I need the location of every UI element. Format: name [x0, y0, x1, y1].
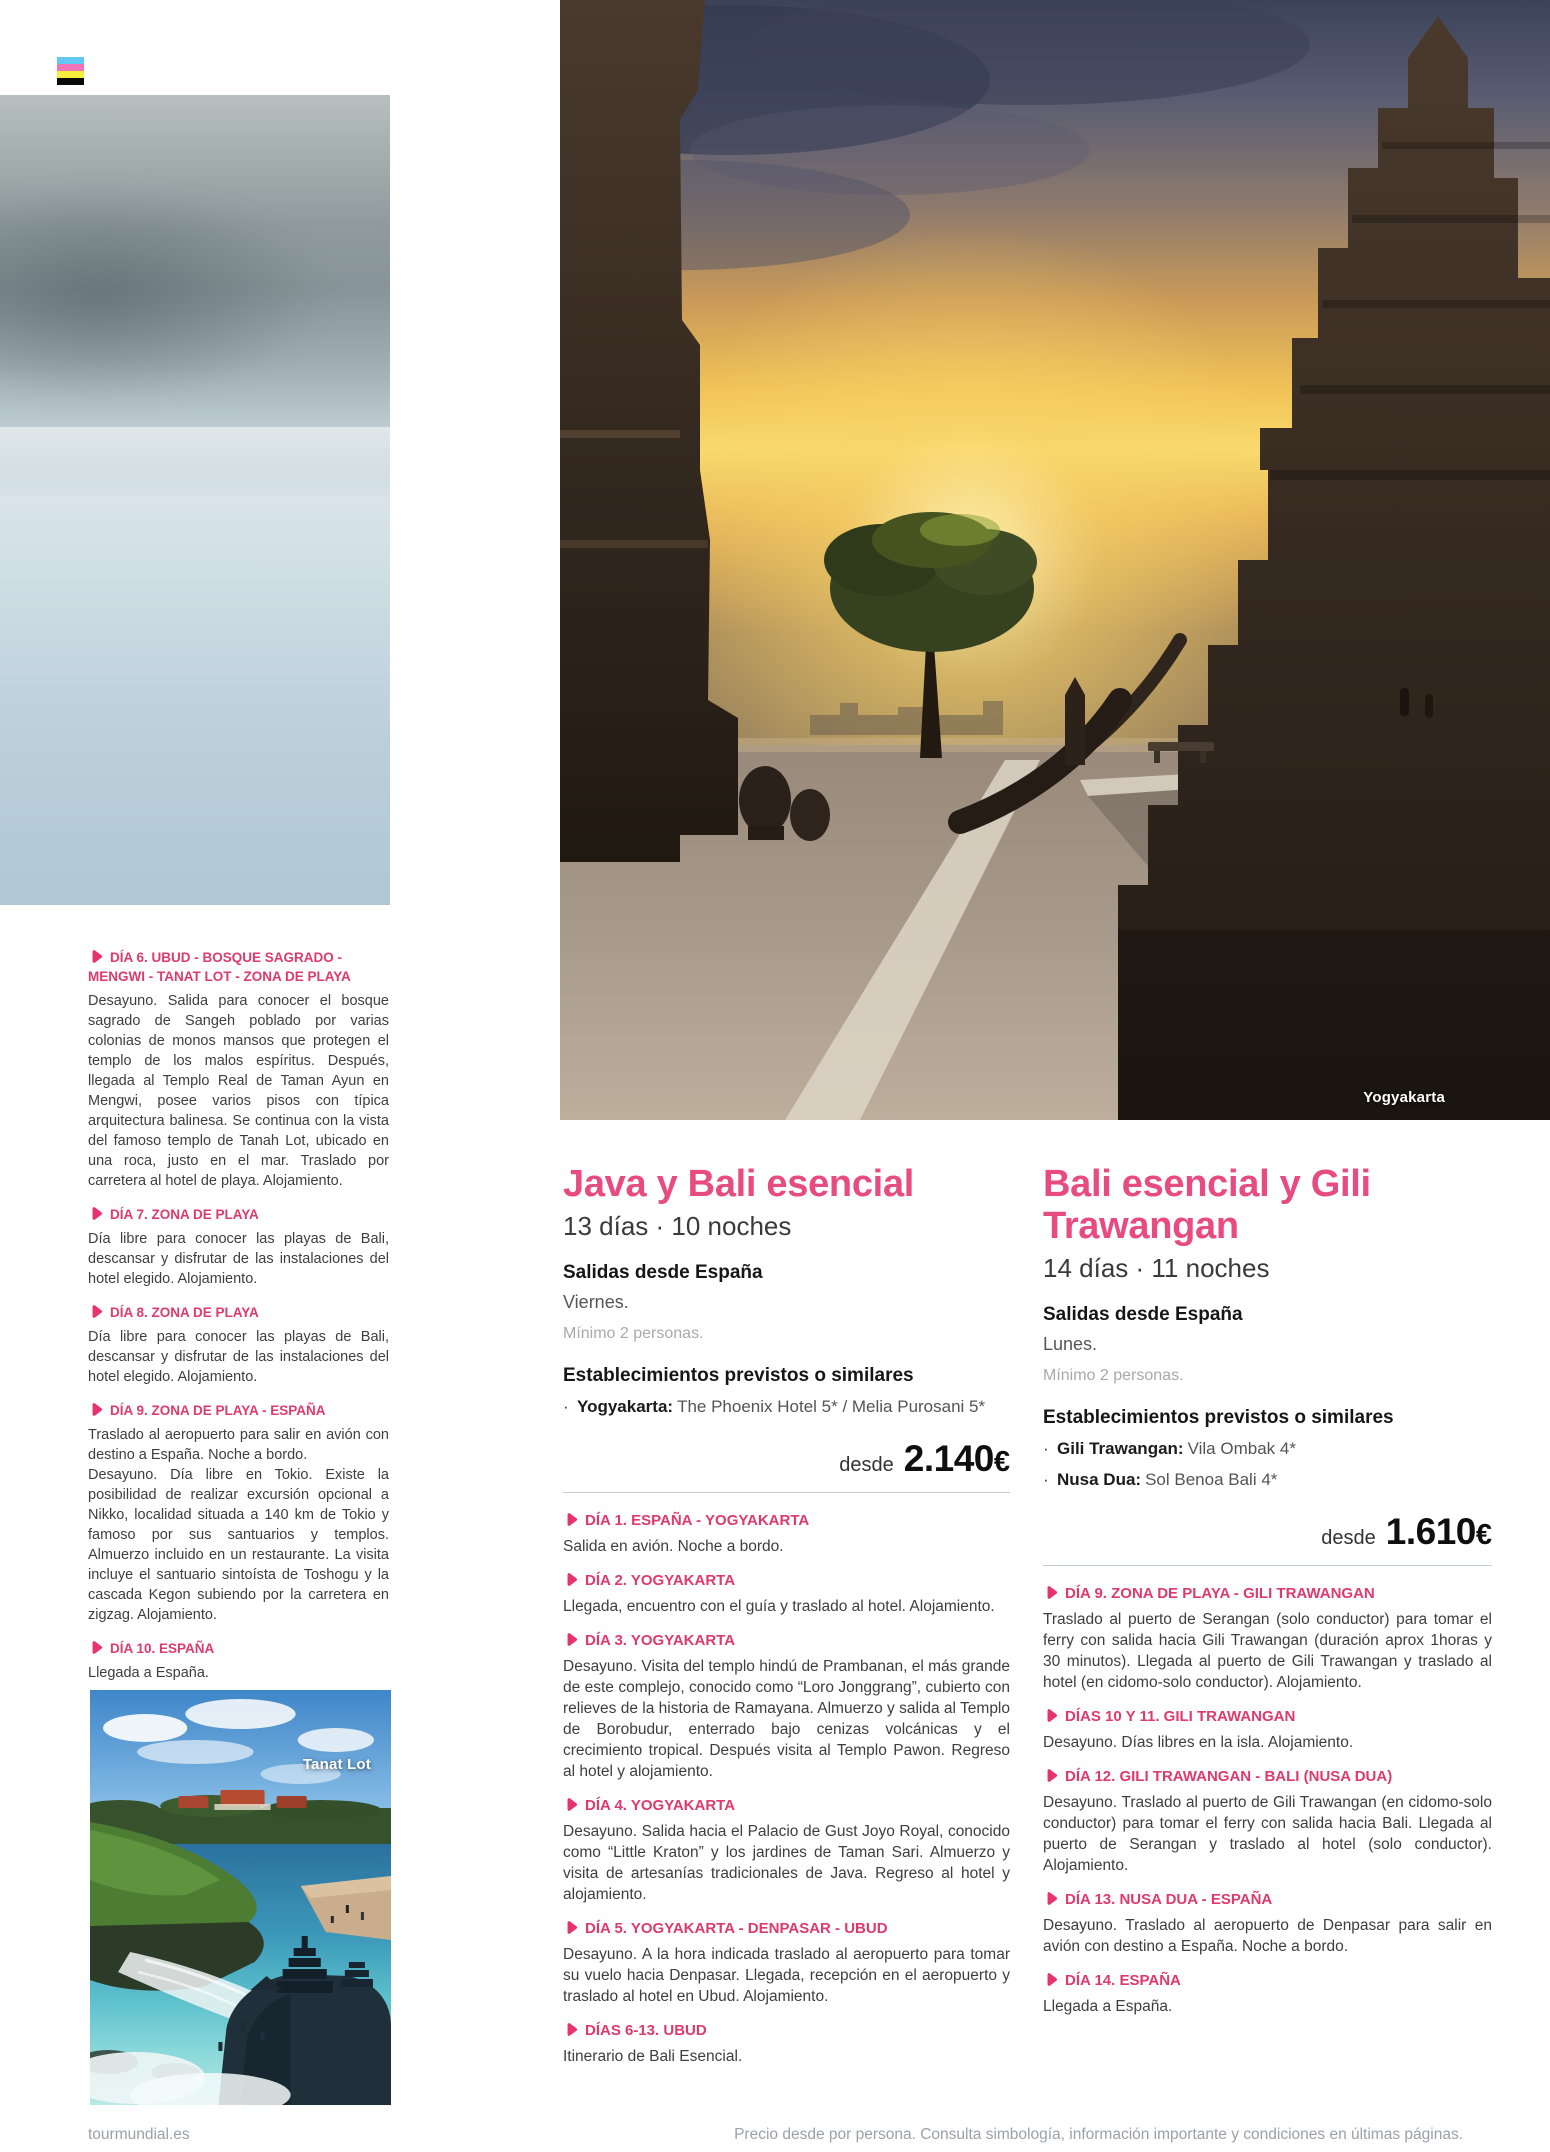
day-title [563, 1796, 1010, 1816]
page-footer [88, 2126, 1463, 2144]
salidas-value: Lunes. [1043, 1334, 1098, 1354]
day-body: Desayuno. Salida para conocer el bosque sagrado de Sangeh poblado por varias colonias de monos mansos que protegen el templo de los malos espíritus. Después, llegada al Templo Real de Taman Ayun en Mengwi, posee varios pisos con típica arquitectura balinesa. Se continua con la vista del famoso templo de Tanah Lot, ubicado en una roca, justo en el mar. Traslado por carretera al hotel de playa. Alojamiento. [88, 993, 389, 1189]
day-block [563, 1631, 1010, 1782]
day-block [563, 1796, 1010, 1905]
hotel-place: Gili Trawangan: [1057, 1439, 1184, 1458]
day-body: Traslado al aeropuerto para salir en avión con destino a España. Noche a bordo. [88, 1427, 389, 1463]
day-body: Traslado al puerto de Serangan (solo conductor) para tomar el ferry con salida hacia Gili Trawangan (duración aprox 1horas y 30 minutos). Llegada al puerto de Gili Trawangan y traslado al hotel (en cidomo-solo conductor). Alojamiento. [1043, 1611, 1492, 1691]
hotel-place: Nusa Dua: [1057, 1470, 1142, 1489]
day-block [1043, 1584, 1492, 1693]
program-title: Java y Bali esencial [563, 1163, 915, 1205]
tanah-lot-illustration [90, 1690, 391, 2105]
desde-label: desde [839, 1454, 894, 1476]
day-title [563, 1919, 1010, 1939]
day-marker-icon [1043, 1708, 1058, 1723]
day-title-text: DÍA 10. ESPAÑA [110, 1641, 215, 1656]
photo-tanah-lot [90, 1690, 391, 2105]
day-title-text: DÍA 14. ESPAÑA [1065, 1972, 1181, 1989]
photo-misty-lake [0, 95, 390, 905]
day-title-text: DÍA 5. YOGYAKARTA - DENPASAR - UBUD [585, 1920, 888, 1937]
day-title-text: DÍA 6. UBUD - BOSQUE SAGRADO - MENGWI - TANAT LOT - ZONA DE PLAYA [88, 950, 351, 984]
hotel-line [1043, 1468, 1492, 1491]
day-block [88, 1303, 389, 1387]
left-itinerary-column [88, 948, 389, 1697]
day-marker-icon [1043, 1585, 1058, 1600]
day-block [563, 1571, 1010, 1617]
day-block [88, 1205, 389, 1289]
day-title [563, 1571, 1010, 1591]
day-title-text: DÍA 9. ZONA DE PLAYA - GILI TRAWANGAN [1065, 1585, 1375, 1602]
day-title [563, 1511, 1010, 1531]
day-body: Llegada, encuentro con el guía y traslado al hotel. Alojamiento. [563, 1598, 995, 1615]
photo-prambanan-sunset [560, 0, 1550, 1120]
divider [1043, 1565, 1492, 1566]
day-title-text: DÍAS 6-13. UBUD [585, 2022, 707, 2039]
day-block [88, 1639, 389, 1683]
registration-mark-icon [57, 57, 84, 85]
day-title [563, 2021, 1010, 2041]
day-title [88, 1205, 389, 1224]
day-marker-icon [563, 1920, 578, 1935]
day-block [88, 948, 389, 1191]
day-title-text: DÍA 13. NUSA DUA - ESPAÑA [1065, 1891, 1273, 1908]
price-value [1386, 1511, 1492, 1553]
day-title-text: DÍA 7. ZONA DE PLAYA [110, 1207, 259, 1222]
day-body: Desayuno. A la hora indicada traslado al aeropuerto para tomar su vuelo hacia Denpasar. Llegada, recepción en el aeropuerto y traslado al hotel en Ubud. Alojamiento. [563, 1946, 1010, 2005]
price-row [1043, 1511, 1492, 1553]
day-marker-icon [563, 1572, 578, 1587]
footer-note: Precio desde por persona. Consulta simbología, información importante y condiciones en últimas páginas. [734, 2126, 1463, 2143]
day-marker-icon [1043, 1972, 1058, 1987]
day-title-text: DÍA 1. ESPAÑA - YOGYAKARTA [585, 1512, 810, 1529]
day-block [1043, 1890, 1492, 1957]
salidas-value: Viernes. [563, 1292, 629, 1312]
hotel-line [1043, 1437, 1492, 1460]
day-body: Día libre para conocer las playas de Bali, descansar y disfrutar de las instalaciones del hotel elegido. Alojamiento. [88, 1231, 389, 1287]
day-marker-icon [563, 1632, 578, 1647]
hotel-bullet: · [563, 1397, 569, 1416]
footer-site-link[interactable]: tourmundial.es [88, 2126, 190, 2143]
price-value [904, 1438, 1010, 1480]
price-row [563, 1438, 1010, 1480]
day-marker-icon [1043, 1891, 1058, 1906]
program-java-column [563, 1163, 1010, 2081]
day-title [1043, 1971, 1492, 1991]
salidas-label: Salidas desde España [1043, 1304, 1243, 1325]
day-body: Llegada a España. [1043, 1998, 1173, 2015]
day-body: Desayuno. Días libres en la isla. Alojamiento. [1043, 1734, 1354, 1751]
day-marker-icon [88, 949, 103, 964]
day-title [1043, 1767, 1492, 1787]
day-body: Desayuno. Salida hacia el Palacio de Gust Joyo Royal, conocido como “Little Kraton” y los jardines de Taman Sari. Almuerzo y visita de artesanías tradicionales de Java. Regreso al hotel y alojamiento. [563, 1823, 1010, 1903]
minimo-note: Mínimo 2 personas. [563, 1325, 704, 1342]
day-title-text: DÍA 12. GILI TRAWANGAN - BALI (NUSA DUA) [1065, 1768, 1393, 1785]
day-body: Salida en avión. Noche a bordo. [563, 1538, 784, 1555]
day-title [88, 948, 389, 986]
price-number: 2.140 [903, 1438, 994, 1479]
day-marker-icon [88, 1304, 103, 1319]
establecimientos-label: Establecimientos previstos o similares [563, 1365, 914, 1386]
day-title [88, 1639, 389, 1658]
currency-symbol: € [993, 1446, 1010, 1478]
day-title-text: DÍA 9. ZONA DE PLAYA - ESPAÑA [110, 1403, 326, 1418]
hotel-names: Vila Ombak 4* [1187, 1439, 1296, 1458]
day-title [88, 1401, 389, 1420]
day-title [1043, 1890, 1492, 1910]
program-duration: 14 días · 11 noches [1043, 1253, 1270, 1283]
photo-label-tanat-lot: Tanat Lot [302, 1756, 371, 1773]
day-title [88, 1303, 389, 1322]
day-title-text: DÍA 8. ZONA DE PLAYA [110, 1305, 259, 1320]
day-body: Desayuno. Traslado al aeropuerto de Denpasar para salir en avión con destino a España. Noche a bordo. [1043, 1917, 1492, 1955]
day-marker-icon [1043, 1768, 1058, 1783]
day-body: Desayuno. Visita del templo hindú de Prambanan, el más grande de este complejo, conocido como “Loro Jonggrang”, cubierto con relieves de la historia de Ramayana. Almuerzo y salida al Templo de Borobudur, enterrado bajo cenizas volcánicas y el crecimiento tropical. Después visita al Templo Pawon. Regreso al hotel y alojamiento. [563, 1658, 1010, 1780]
hotel-line [563, 1395, 1010, 1418]
day-title [1043, 1707, 1492, 1727]
day-title-text: DÍAS 10 Y 11. GILI TRAWANGAN [1065, 1708, 1296, 1725]
salidas-label: Salidas desde España [563, 1262, 763, 1283]
day-block [1043, 1971, 1492, 2017]
day-body: Llegada a España. [88, 1665, 209, 1681]
day-body: Itinerario de Bali Esencial. [563, 2048, 743, 2065]
day-title-text: DÍA 3. YOGYAKARTA [585, 1632, 736, 1649]
day-body: Día libre para conocer las playas de Bali, descansar y disfrutar de las instalaciones del hotel elegido. Alojamiento. [88, 1329, 389, 1385]
desde-label: desde [1321, 1527, 1376, 1549]
day-marker-icon [88, 1640, 103, 1655]
day-body: Desayuno. Día libre en Tokio. Existe la posibilidad de realizar excursión opcional a Nikko, localidad situada a 140 km de Tokio y famoso por sus santuarios y templos. Almuerzo incluido en un restaurante. La visita incluye el santuario sintoísta de Toshogu y la cascada Kegon subiendo por la carretera en zigzag. Alojamiento. [88, 1467, 389, 1623]
day-title [563, 1631, 1010, 1651]
day-title [1043, 1584, 1492, 1604]
day-marker-icon [88, 1402, 103, 1417]
price-number: 1.610 [1385, 1511, 1476, 1552]
hotel-place: Yogyakarta: [577, 1397, 674, 1416]
photo-label-yogyakarta: Yogyakarta [1363, 1089, 1445, 1106]
day-block [563, 1511, 1010, 1557]
day-title-text: DÍA 4. YOGYAKARTA [585, 1797, 736, 1814]
hotel-names: Sol Benoa Bali 4* [1145, 1470, 1278, 1489]
day-block [1043, 1707, 1492, 1753]
day-block [563, 2021, 1010, 2067]
day-block [88, 1401, 389, 1625]
minimo-note: Mínimo 2 personas. [1043, 1367, 1184, 1384]
day-title-text: DÍA 2. YOGYAKARTA [585, 1572, 736, 1589]
hotel-bullet: · [1043, 1470, 1049, 1489]
program-bali-column [1043, 1163, 1492, 2031]
day-marker-icon [563, 2022, 578, 2037]
day-marker-icon [563, 1797, 578, 1812]
establecimientos-label: Establecimientos previstos o similares [1043, 1407, 1394, 1428]
day-block [1043, 1767, 1492, 1876]
day-marker-icon [563, 1512, 578, 1527]
currency-symbol: € [1475, 1519, 1492, 1551]
divider [563, 1492, 1010, 1493]
prambanan-illustration [560, 0, 1550, 1120]
day-marker-icon [88, 1206, 103, 1221]
hotel-bullet: · [1043, 1439, 1049, 1458]
day-body: Desayuno. Traslado al puerto de Gili Trawangan (en cidomo-solo conductor) para tomar el ferry con salida hacia Bali. Llegada al puerto de Serangan y traslado al hotel (solo conductor). Alojamiento. [1043, 1794, 1492, 1874]
hotel-names: The Phoenix Hotel 5* / Melia Purosani 5* [677, 1397, 986, 1416]
day-block [563, 1919, 1010, 2007]
program-duration: 13 días · 10 noches [563, 1211, 792, 1241]
program-title: Bali esencial y Gili Trawangan [1043, 1163, 1371, 1247]
